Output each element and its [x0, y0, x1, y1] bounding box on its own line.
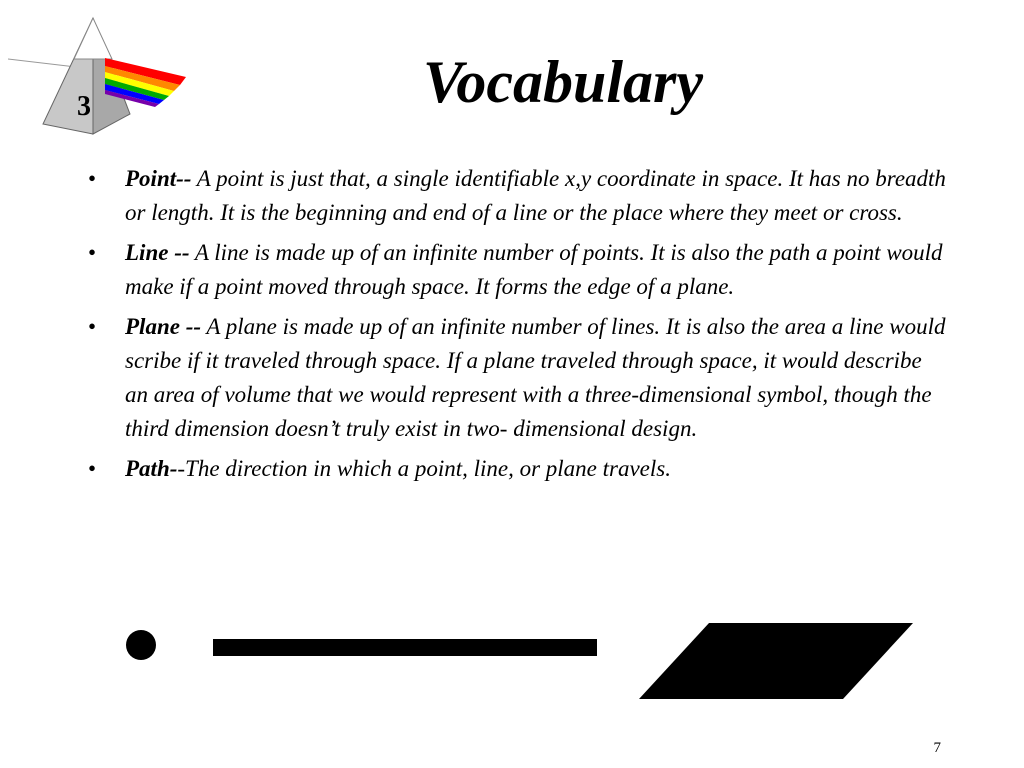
bullet-dot: • [88, 166, 97, 191]
logo-number: 3 [77, 91, 91, 122]
point-shape [126, 630, 156, 660]
bullet-dot: • [88, 456, 97, 481]
term-label: Point-- [125, 166, 192, 191]
bullet-dot: • [88, 314, 97, 339]
term-definition: -The direction in which a point, line, or plane travels. [177, 456, 671, 481]
bullet-dot: • [88, 240, 97, 265]
page-title: Vocabulary [422, 49, 704, 115]
page-number: 7 [933, 740, 941, 756]
term-label: Plane -- [125, 314, 202, 339]
term-label: Path- [125, 456, 178, 481]
term-label: Line -- [125, 240, 190, 265]
term-definition: A plane is made up of an infinite number of lines. It is also the area a line would scribe if it traveled through space. If a plane traveled through space, it would describe an area of volume that we would represent with a three-dimensional symbol, though the third dimension doesn’t truly exist in two- dimensional design. [125, 314, 946, 441]
term-definition: A line is made up of an infinite number of points. It is also the path a point would make if a point moved through space. It forms the edge of a plane. [125, 240, 943, 299]
line-shape [213, 639, 597, 656]
term-definition: A point is just that, a single identifiable x,y coordinate in space. It has no breadth or length. It is the beginning and end of a line or the place where they meet or cross. [125, 166, 946, 225]
plane-shape [639, 623, 913, 699]
